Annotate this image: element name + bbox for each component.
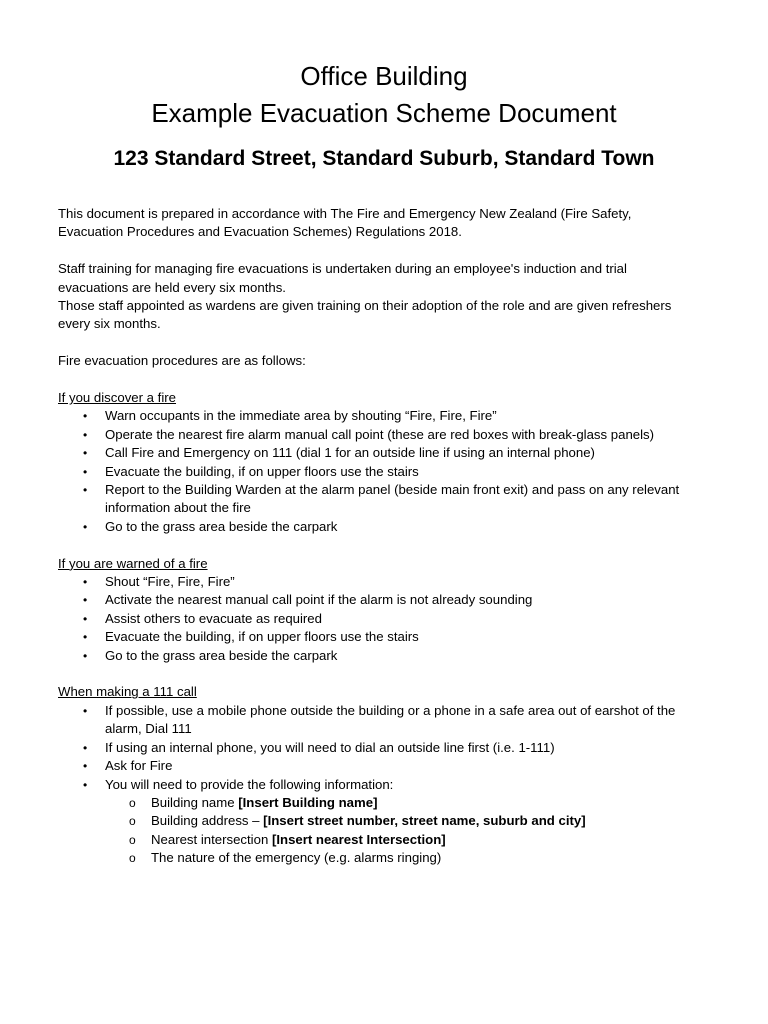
sublist-item-text: Building name	[151, 794, 239, 810]
list-item-text: You will need to provide the following information:	[105, 776, 394, 792]
list-item	[58, 739, 698, 757]
list-item-text: Report to the Building Warden at the alarm panel (beside main front exit) and pass on any relevant information about the fire	[105, 482, 680, 516]
list-item	[58, 776, 698, 868]
sublist-item-text: The nature of the emergency (e.g. alarms ringing)	[151, 850, 442, 866]
list-item	[58, 757, 698, 775]
bullet-icon: •	[83, 446, 88, 461]
list-item	[58, 628, 698, 646]
sublist-item	[105, 831, 698, 849]
list-item	[58, 481, 698, 518]
list-item	[58, 426, 698, 444]
list-item-text: Activate the nearest manual call point if the alarm is not already sounding	[105, 592, 533, 608]
bullet-icon: •	[83, 611, 88, 626]
list-item-text: Operate the nearest fire alarm manual call point (these are red boxes with break-glass panels)	[105, 426, 655, 442]
bullet-icon: •	[83, 777, 88, 792]
intro-paragraph-wardens: Those staff appointed as wardens are given training on their adoption of the role and are given refreshers every six months.	[58, 298, 672, 332]
bullet-icon: •	[83, 575, 88, 590]
circle-bullet-icon: o	[129, 851, 136, 866]
list-item	[58, 702, 698, 739]
list-item-text: Evacuate the building, if on upper floors use the stairs	[105, 629, 419, 645]
list-item	[58, 407, 698, 425]
circle-bullet-icon: o	[129, 832, 136, 847]
list-item	[58, 463, 698, 481]
sublist-item-text: Nearest intersection	[151, 831, 272, 847]
bullet-icon: •	[83, 648, 88, 663]
list-item-text: Go to the grass area beside the carpark	[105, 518, 338, 534]
section-heading-call: When making a 111 call	[58, 684, 197, 700]
placeholder-building-address: [Insert street number, street name, suburb and city]	[263, 813, 586, 829]
bullet-icon: •	[83, 483, 88, 498]
list-item-text: Call Fire and Emergency on 111 (dial 1 for an outside line if using an internal phone)	[105, 445, 595, 461]
list-item	[58, 573, 698, 591]
list-item-text: Go to the grass area beside the carpark	[105, 647, 338, 663]
call-list	[58, 702, 698, 868]
title-line-1: Office Building	[300, 61, 468, 91]
list-item	[58, 518, 698, 536]
bullet-icon: •	[83, 630, 88, 645]
discover-list	[58, 407, 698, 536]
list-item-text: Ask for Fire	[105, 758, 173, 774]
sublist-item	[105, 849, 698, 867]
list-item-text: Shout “Fire, Fire, Fire”	[105, 574, 235, 590]
intro-paragraph-procedures: Fire evacuation procedures are as follows:	[58, 353, 306, 369]
section-heading-warned: If you are warned of a fire	[58, 555, 208, 571]
section-heading-discover: If you discover a fire	[58, 390, 177, 406]
list-item	[58, 610, 698, 628]
intro-paragraph-training: Staff training for managing fire evacuations is undertaken during an employee's induction and trial evacuations are held every six months.	[58, 261, 627, 295]
list-item-text: Evacuate the building, if on upper floors use the stairs	[105, 463, 419, 479]
title-line-2: Example Evacuation Scheme Document	[151, 98, 617, 128]
bullet-icon: •	[83, 519, 88, 534]
bullet-icon: •	[83, 409, 88, 424]
list-item	[58, 591, 698, 609]
call-info-sublist	[105, 794, 698, 868]
bullet-icon: •	[83, 703, 88, 718]
intro-paragraph-regulations: This document is prepared in accordance with The Fire and Emergency New Zealand (Fire Safety, Evacuation Procedures and Evacuation Schemes) Regulations 2018.	[58, 206, 632, 240]
bullet-icon: •	[83, 427, 88, 442]
placeholder-nearest-intersection: [Insert nearest Intersection]	[271, 831, 446, 847]
bullet-icon: •	[83, 593, 88, 608]
list-item-text: If possible, use a mobile phone outside the building or a phone in a safe area out of earshot of the alarm, Dial 111	[105, 702, 676, 737]
document-address: 123 Standard Street, Standard Suburb, Standard Town	[113, 147, 655, 170]
bullet-icon: •	[83, 759, 88, 774]
circle-bullet-icon: o	[129, 795, 136, 810]
sublist-item	[105, 812, 698, 830]
bullet-icon: •	[83, 740, 88, 755]
sublist-item	[105, 794, 698, 812]
list-item-text: Warn occupants in the immediate area by shouting “Fire, Fire, Fire”	[105, 408, 497, 424]
warned-list	[58, 573, 698, 665]
sublist-item-text: Building address –	[151, 813, 264, 829]
document-body	[58, 205, 698, 868]
list-item	[58, 647, 698, 665]
document-title	[0, 58, 768, 132]
list-item-text: If using an internal phone, you will need to dial an outside line first (i.e. 1-111)	[105, 739, 555, 755]
list-item	[58, 444, 698, 462]
circle-bullet-icon: o	[129, 814, 136, 829]
bullet-icon: •	[83, 464, 88, 479]
list-item-text: Assist others to evacuate as required	[105, 610, 322, 626]
placeholder-building-name: [Insert Building name]	[238, 794, 378, 810]
